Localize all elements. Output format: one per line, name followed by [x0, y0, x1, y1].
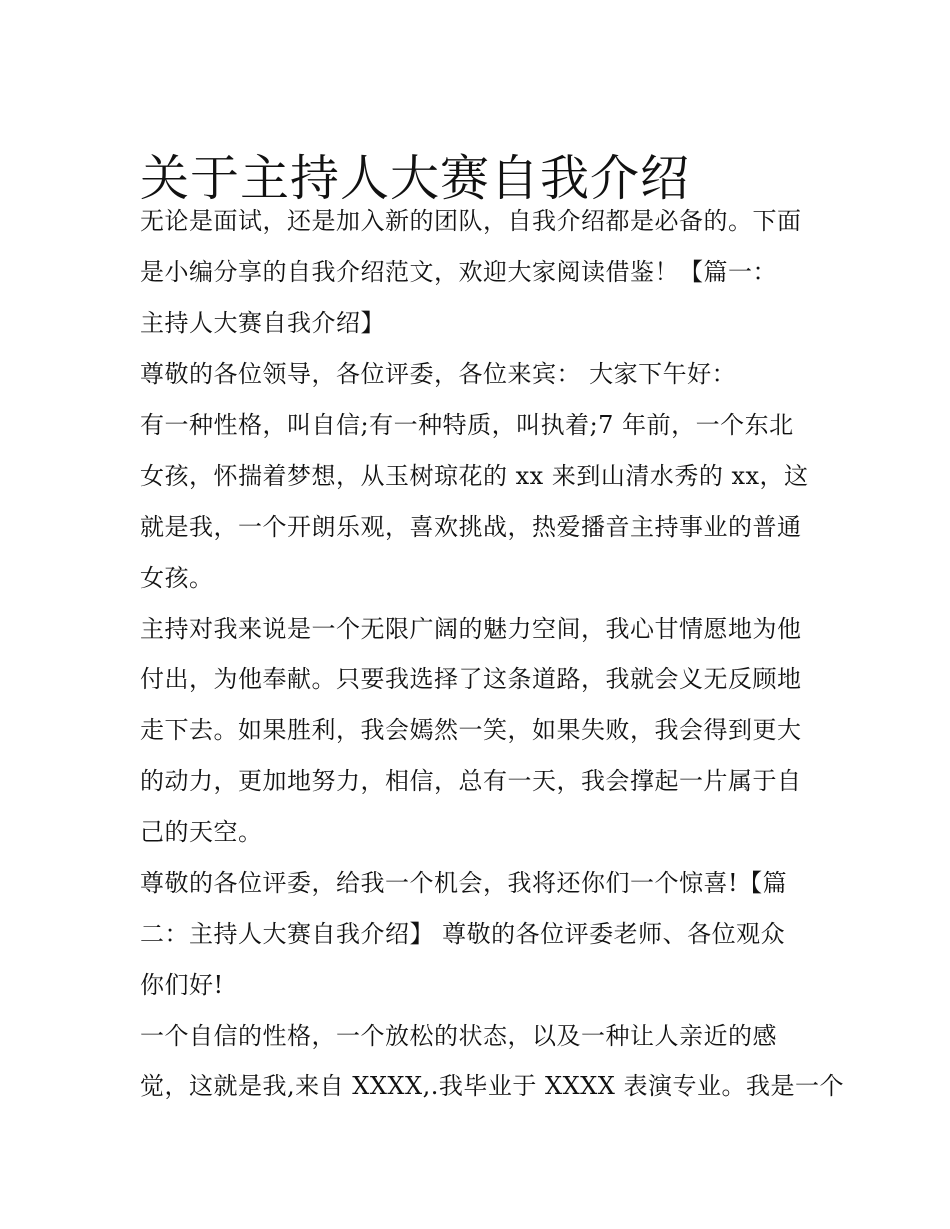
body-line: 的动力，更加地努力，相信，总有一天，我会撑起一片属于自 — [140, 767, 802, 795]
body-line: 二：主持人大赛自我介绍】 尊敬的各位评委老师、各位观众 — [140, 920, 786, 948]
body-line: 尊敬的各位评委，给我一个机会，我将还你们一个惊喜!【篇 — [140, 869, 788, 897]
body-line: 就是我，一个开朗乐观，喜欢挑战，热爱播音主持事业的普通 — [140, 513, 802, 541]
body-line: 你们好! — [140, 971, 224, 999]
body-line: 己的天空。 — [140, 818, 263, 846]
body-line: 走下去。如果胜利，我会嫣然一笑，如果失败，我会得到更大 — [140, 716, 802, 744]
body-line: 无论是面试，还是加入新的团队，自我介绍都是必备的。下面 — [140, 207, 802, 235]
body-line: 尊敬的各位领导，各位评委，各位来宾： 大家下午好： — [140, 360, 737, 388]
body-line: 付出，为他奉献。只要我选择了这条道路，我就会义无反顾地 — [140, 665, 802, 693]
body-line: 一个自信的性格，一个放松的状态，以及一种让人亲近的感 — [140, 1022, 777, 1050]
body-line: 觉，这就是我,来自 XXXX,.我毕业于 XXXX 表演专业。我是一个 — [140, 1072, 844, 1100]
body-line: 女孩。 — [140, 564, 214, 592]
body-line: 主持人大赛自我介绍】 — [140, 309, 385, 337]
body-line: 主持对我来说是一个无限广阔的魅力空间，我心甘情愿地为他 — [140, 615, 802, 643]
body-line: 女孩，怀揣着梦想，从玉树琼花的 xx 来到山清水秀的 xx，这 — [140, 462, 809, 490]
page-title: 关于主持人大赛自我介绍 — [140, 149, 691, 207]
body-line: 是小编分享的自我介绍范文，欢迎大家阅读借鉴！【篇一： — [140, 258, 777, 286]
body-line: 有一种性格，叫自信;有一种特质，叫执着;7 年前，一个东北 — [140, 411, 794, 439]
